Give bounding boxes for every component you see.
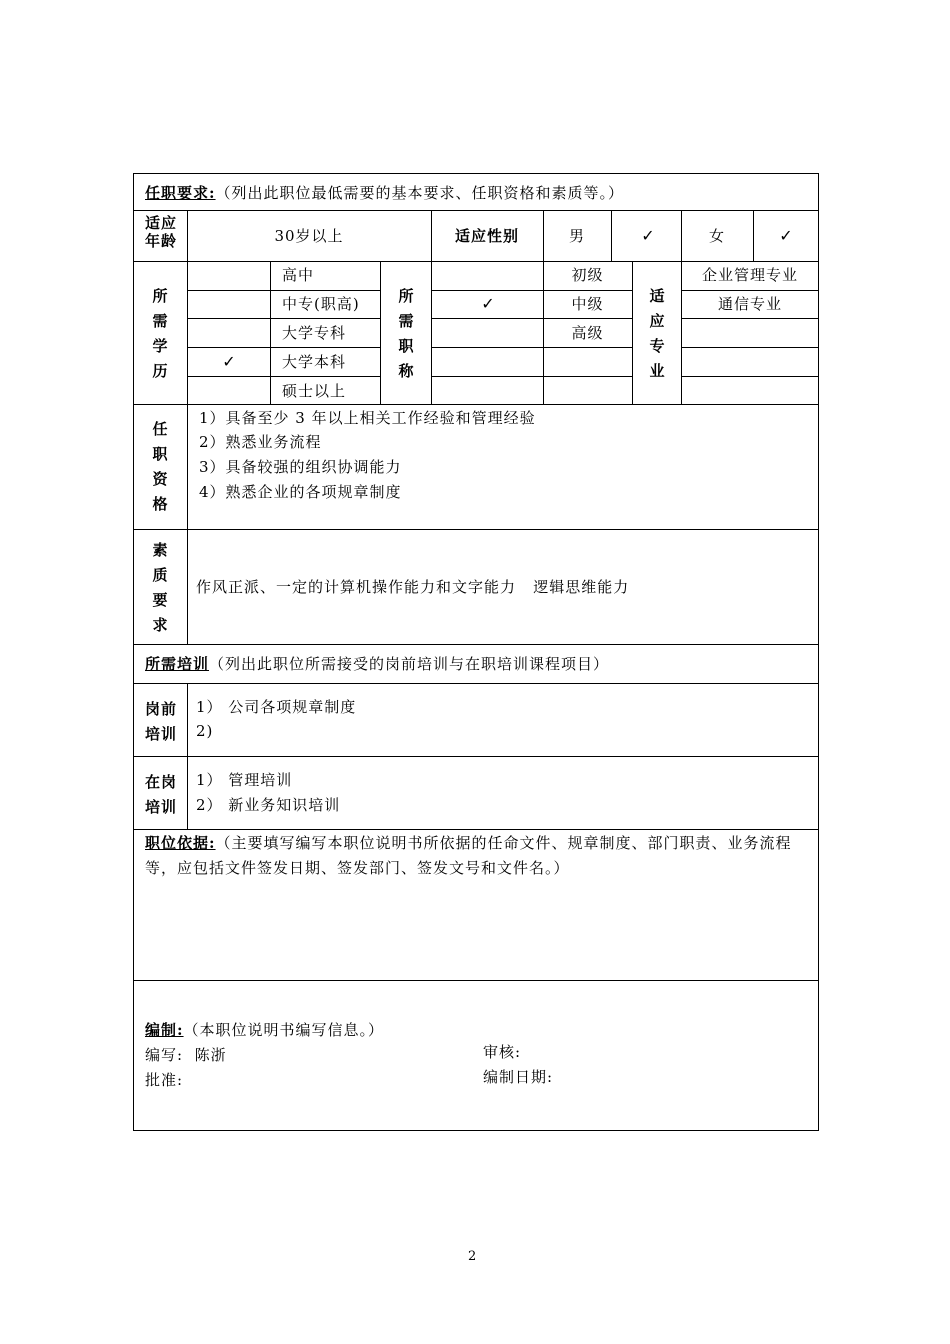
title-level: 高级: [571, 324, 604, 342]
qualification-line: 4）熟悉企业的各项规章制度: [199, 483, 402, 501]
compile-title: 编制:: [145, 1021, 184, 1039]
major-label-char: 应: [649, 312, 665, 330]
on-training-label: [139, 770, 183, 820]
rule: [632, 261, 633, 405]
rule: [681, 376, 819, 377]
rule: [431, 376, 632, 377]
on-training-label-line1: 在岗: [144, 773, 177, 791]
major-label-char: 专: [649, 337, 665, 355]
education-label-char: 学: [152, 337, 168, 355]
rule: [431, 318, 632, 319]
rule: [187, 404, 188, 645]
major-label: [647, 284, 667, 384]
rule: [187, 290, 380, 291]
job-requirements-table: [133, 173, 819, 1131]
rule: [431, 290, 632, 291]
education-check-mark: ✓: [222, 352, 236, 371]
pre-training-line: 1） 公司各项规章制度: [196, 698, 357, 716]
rule: [187, 318, 380, 319]
quality-text: 作风正派、一定的计算机操作能力和文字能力 逻辑思维能力: [196, 578, 630, 596]
pre-training-line: 2): [196, 722, 214, 740]
title-label-char: 称: [398, 362, 414, 380]
rule: [187, 376, 380, 377]
title-level: 中级: [571, 295, 604, 313]
education-level: 大学专科: [282, 324, 347, 342]
education-level: 硕士以上: [282, 382, 347, 400]
requirements-title: 任职要求:: [145, 184, 216, 202]
compile-note: （本职位说明书编写信息。）: [183, 1021, 385, 1039]
author-label: 编写:: [145, 1046, 184, 1064]
rule: [133, 756, 819, 757]
qualification-label-char: 资: [152, 470, 168, 488]
date-label: 编制日期:: [483, 1068, 554, 1086]
basis-note-line1: （主要填写编写本职位说明书所依据的任命文件、规章制度、部门职责、业务流程: [215, 834, 792, 852]
rule: [187, 683, 188, 830]
age-label-line1: 适应: [144, 214, 177, 232]
gender-label: 适应性别: [454, 227, 519, 245]
rule: [133, 644, 819, 645]
qualification-label-char: 格: [152, 495, 168, 513]
education-level: 高中: [282, 266, 315, 284]
gender-female: 女: [708, 227, 725, 245]
rule: [133, 404, 819, 405]
quality-label-char: 质: [152, 566, 168, 584]
education-label-char: 所: [152, 287, 168, 305]
author-name: 陈浙: [194, 1046, 227, 1064]
rule: [133, 529, 819, 530]
training-note: （列出此职位所需接受的岗前培训与在职培训课程项目）: [209, 655, 610, 673]
education-label-char: 需: [152, 312, 168, 330]
qualification-label: [150, 417, 170, 517]
major-item: 通信专业: [717, 295, 782, 313]
title-level: 初级: [571, 266, 604, 284]
rule: [187, 347, 380, 348]
on-training-line: 1） 管理培训: [196, 771, 293, 789]
pre-training-label: [139, 697, 183, 747]
author-row: [145, 1046, 227, 1064]
education-level: 大学本科: [282, 353, 347, 371]
female-check-mark: ✓: [779, 226, 793, 245]
title-label-char: 需: [398, 312, 414, 330]
training-header: [145, 655, 609, 673]
basis-note-line2: 等，应包括文件签发日期、签发部门、签发文号和文件名。）: [145, 859, 570, 877]
male-check-mark: ✓: [641, 226, 655, 245]
requirements-header: [145, 184, 624, 202]
reviewer-label: 审核:: [483, 1043, 522, 1061]
title-label-char: 所: [398, 287, 414, 305]
qualification-line: 3）具备较强的组织协调能力: [199, 458, 402, 476]
page-number: 2: [468, 1249, 477, 1264]
compile-header: [145, 1021, 384, 1039]
qualification-line: 1）具备至少 3 年以上相关工作经验和管理经验: [199, 409, 536, 427]
requirements-note: （列出此职位最低需要的基本要求、任职资格和素质等。）: [215, 184, 625, 202]
major-item: 企业管理专业: [701, 266, 798, 284]
age-label: [139, 214, 183, 250]
pre-training-label-line2: 培训: [144, 725, 177, 743]
quality-label-char: 要: [152, 591, 168, 609]
rule: [681, 318, 819, 319]
rule: [753, 210, 754, 262]
quality-label: [150, 538, 170, 638]
quality-label-char: 素: [152, 541, 168, 559]
title-label-char: 职: [398, 337, 414, 355]
education-level: 中专(职高): [282, 295, 360, 313]
on-training-label-line2: 培训: [144, 798, 177, 816]
quality-label-char: 求: [152, 616, 168, 634]
qualification-label-char: 任: [152, 420, 168, 438]
rule: [270, 261, 271, 405]
title-label: [396, 284, 416, 384]
rule: [133, 210, 819, 211]
approver-label: 批准:: [145, 1071, 184, 1089]
qualification-label-char: 职: [152, 445, 168, 463]
rule: [133, 683, 819, 684]
rule: [431, 347, 632, 348]
age-value: 30岁以上: [274, 227, 344, 245]
education-label: [150, 284, 170, 384]
basis-header: [145, 834, 792, 852]
major-label-char: 适: [649, 287, 665, 305]
rule: [380, 261, 381, 405]
on-training-line: 2） 新业务知识培训: [196, 796, 341, 814]
qualification-line: 2）熟悉业务流程: [199, 433, 322, 451]
rule: [611, 210, 612, 262]
training-title: 所需培训: [145, 655, 210, 673]
rule: [133, 261, 819, 262]
education-label-char: 历: [152, 362, 168, 380]
rule: [681, 347, 819, 348]
basis-title: 职位依据:: [145, 834, 216, 852]
pre-training-label-line1: 岗前: [144, 700, 177, 718]
gender-male: 男: [568, 227, 585, 245]
rule: [681, 290, 819, 291]
age-label-line2: 年龄: [144, 232, 177, 250]
rule: [133, 829, 819, 830]
title-check-mark: ✓: [481, 294, 495, 313]
rule: [133, 980, 819, 981]
major-label-char: 业: [649, 362, 665, 380]
